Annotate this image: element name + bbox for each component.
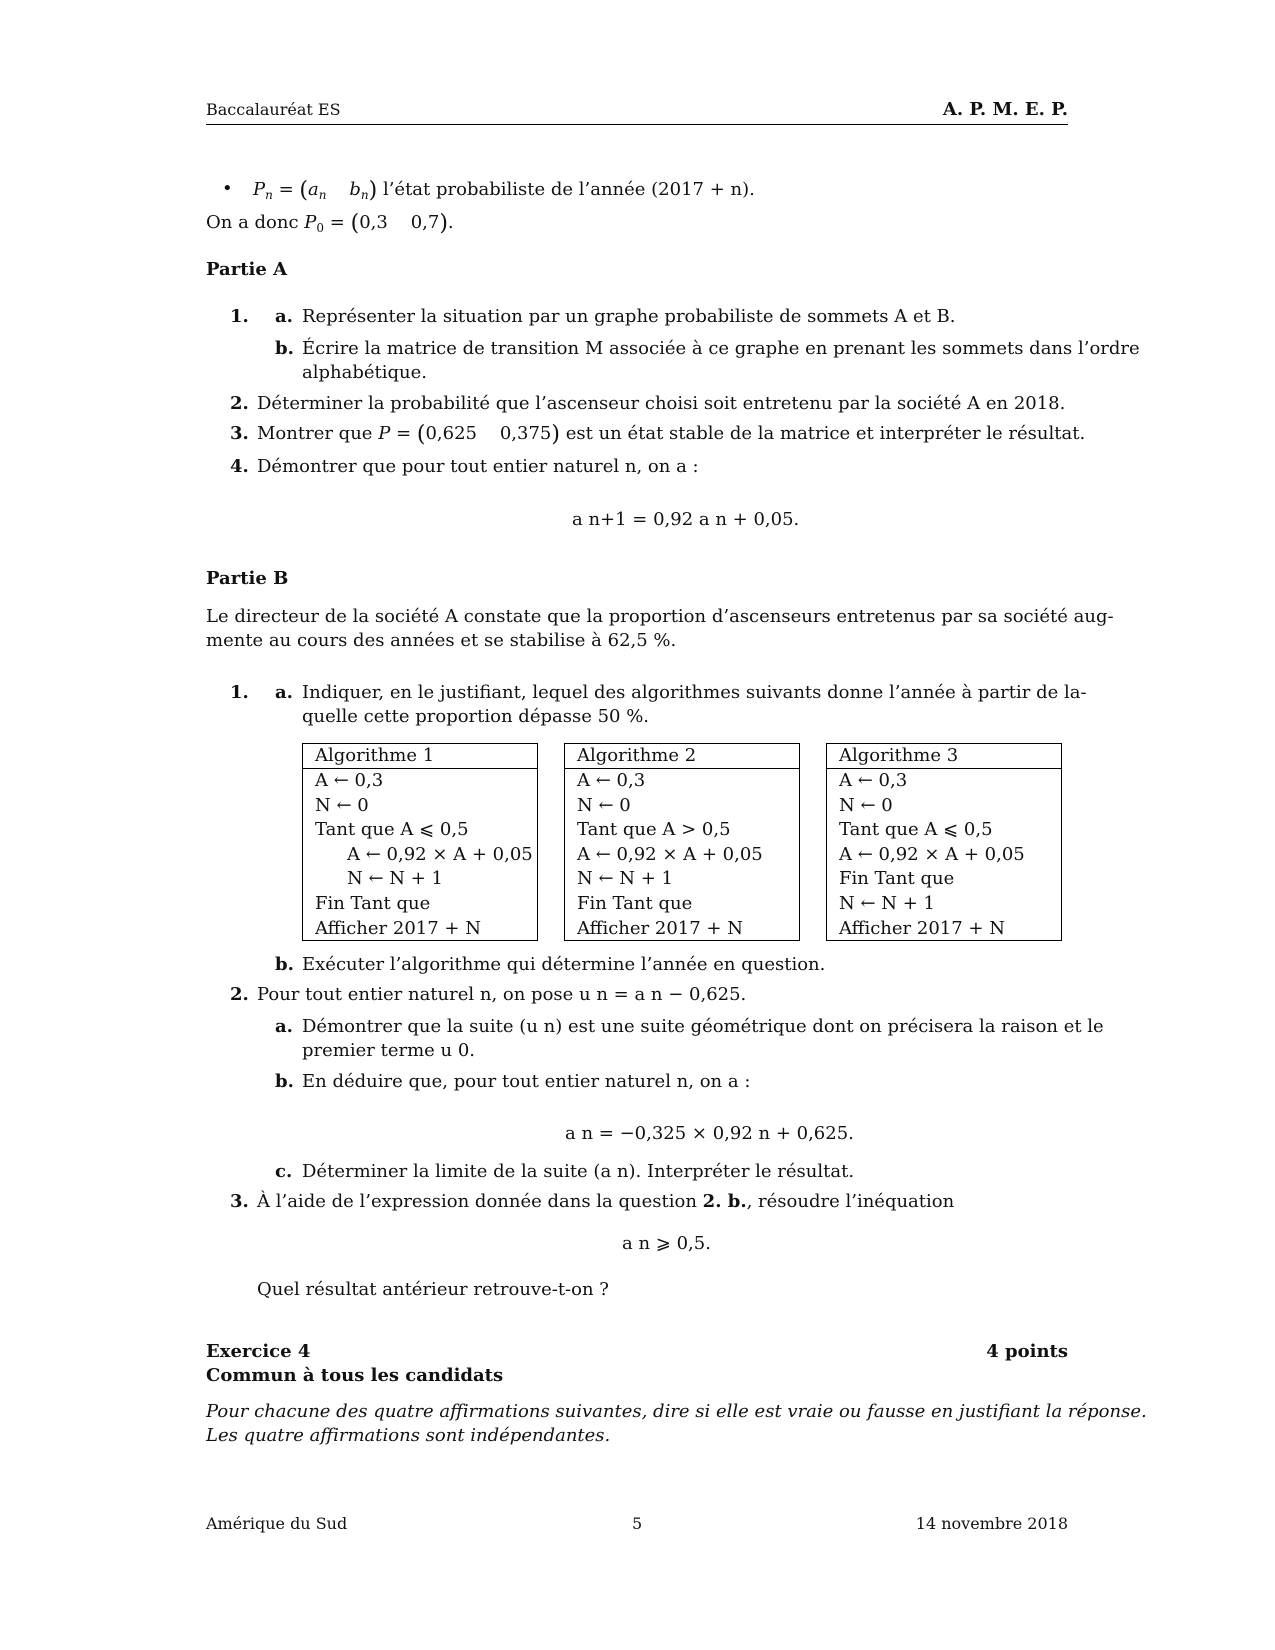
algorithm-2-line: Fin Tant que — [577, 892, 693, 914]
algorithm-3-line: N ← N + 1 — [839, 892, 936, 914]
header-left: Baccalauréat ES — [206, 100, 341, 119]
algorithm-1-line: Fin Tant que — [315, 892, 431, 914]
partA-q3-post: est un état stable de la matrice et interpréter le résultat. — [565, 423, 1086, 444]
algorithm-3-line: N ← 0 — [839, 794, 893, 816]
partB-q1b: Exécuter l’algorithme qui détermine l’année en question. — [302, 954, 826, 975]
partA-q3: Montrer que P = (0,625 0,375) est un état stable de la matrice et interpréter le résultat. — [257, 422, 1086, 447]
algorithm-1-line: N ← 0 — [315, 794, 369, 816]
partB-q3-post: , résoudre l’inéquation — [746, 1191, 955, 1212]
ex4-points: 4 points — [986, 1341, 1068, 1362]
algorithm-3-box — [826, 743, 1062, 941]
algorithm-2-line: A ← 0,92 × A + 0,05 — [577, 843, 763, 865]
p0-line: On a donc $P_0 = (0,3$ 0,7). — [206, 211, 454, 236]
algorithm-1-line: Tant que A ⩽ 0,5 — [315, 819, 469, 841]
partA-q1b-line1: Écrire la matrice de transition M associée à ce graphe en prenant les sommets dans l’ordre — [302, 338, 1140, 359]
algorithm-2-title: Algorithme 2 — [565, 744, 799, 769]
partB-q3-pre: À l’aide de l’expression donnée dans la question — [257, 1191, 697, 1212]
algorithm-2-line: N ← 0 — [577, 794, 631, 816]
ex4-line1: Pour chacune des quatre affirmations suivantes, dire si elle est vraie ou fausse en justifiant la réponse. — [206, 1401, 1147, 1422]
algorithm-1-line: A ← 0,92 × A + 0,05 — [347, 843, 533, 865]
partB-q2c-label: c. — [275, 1161, 293, 1182]
partB-q1a-line2: quelle cette proportion dépasse 50 %. — [302, 706, 650, 727]
partA-q2: Déterminer la probabilité que l’ascenseur choisi soit entretenu par la société A en 2018. — [257, 393, 1066, 414]
partA-q2-num: 2. — [230, 393, 249, 414]
partB-q2a-line1: Démontrer que la suite (u n) est une suite géométrique dont on précisera la raison et le — [302, 1016, 1104, 1037]
partB-q2a-line2: premier terme u 0. — [302, 1040, 476, 1061]
algorithm-1-box — [302, 743, 538, 941]
pn-definition: $P_n = (a_n$ $b_n$) l’état probabiliste de l’année (2017 + n). — [253, 178, 755, 203]
partA-formula: a n+1 = 0,92 a n + 0,05. — [572, 509, 800, 530]
algorithm-1-line: Afficher 2017 + N — [315, 917, 481, 939]
partA-q4: Démontrer que pour tout entier naturel n, on a : — [257, 456, 699, 477]
partA-q1a: Représenter la situation par un graphe probabiliste de sommets A et B. — [302, 306, 956, 327]
algorithm-1-title: Algorithme 1 — [303, 744, 537, 769]
algorithm-2-line: Tant que A > 0,5 — [577, 819, 731, 841]
ex4-title: Exercice 4 — [206, 1341, 311, 1362]
algorithm-1-line: A ← 0,3 — [315, 770, 384, 791]
intro-bullet: • — [222, 178, 233, 199]
ex4-line2: Les quatre affirmations sont indépendantes. — [206, 1425, 611, 1446]
algorithm-3-line: Fin Tant que — [839, 868, 955, 890]
algorithm-3-line: Tant que A ⩽ 0,5 — [839, 819, 993, 841]
algorithm-3-title: Algorithme 3 — [827, 744, 1061, 769]
pn-definition-text: l’état probabiliste de l’année (2017 + n). — [382, 179, 755, 200]
partA-title: Partie A — [206, 259, 288, 280]
partB-intro-line2: mente au cours des années et se stabilise à 62,5 %. — [206, 630, 677, 651]
footer-page-number: 5 — [632, 1514, 643, 1533]
partB-q1a-label: a. — [275, 682, 293, 703]
partA-q1-num: 1. — [230, 306, 249, 327]
partB-formula2: a n = −0,325 × 0,92 n + 0,625. — [565, 1123, 854, 1144]
partA-q1b-line2: alphabétique. — [302, 362, 427, 383]
partB-q2c: Déterminer la limite de la suite (a n). Interpréter le résultat. — [302, 1161, 855, 1182]
page-header — [206, 98, 1068, 125]
partB-title: Partie B — [206, 568, 289, 589]
footer-right: 14 novembre 2018 — [915, 1514, 1068, 1533]
partB-q2a-label: a. — [275, 1016, 293, 1037]
partA-q3-pre: Montrer que — [257, 423, 373, 444]
partB-q2b-label: b. — [275, 1071, 294, 1092]
partA-q1b-label: b. — [275, 338, 294, 359]
partB-q1b-label: b. — [275, 954, 294, 975]
algorithm-2-line: N ← N + 1 — [577, 868, 674, 890]
footer-left: Amérique du Sud — [206, 1514, 348, 1533]
ex4-subtitle: Commun à tous les candidats — [206, 1365, 504, 1386]
partB-q2b: En déduire que, pour tout entier naturel n, on a : — [302, 1071, 751, 1092]
algorithm-2-line: Afficher 2017 + N — [577, 917, 743, 939]
partB-intro-line1: Le directeur de la société A constate que la proportion d’ascenseurs entretenus par sa société aug- — [206, 606, 1114, 627]
partA-q3-num: 3. — [230, 423, 249, 444]
partB-q3-num: 3. — [230, 1191, 249, 1212]
header-right: A. P. M. E. P. — [942, 99, 1068, 120]
partB-q1-num: 1. — [230, 682, 249, 703]
algorithm-3-line: Afficher 2017 + N — [839, 917, 1005, 939]
partB-formula3: a n ⩾ 0,5. — [622, 1233, 711, 1254]
algorithm-2-line: A ← 0,3 — [577, 770, 646, 791]
partB-q1a-line1: Indiquer, en le justifiant, lequel des algorithmes suivants donne l’année à partir de la- — [302, 682, 1087, 703]
partB-q2-num: 2. — [230, 984, 249, 1005]
partB-q3-end: Quel résultat antérieur retrouve-t-on ? — [257, 1279, 609, 1300]
algorithm-3-line: A ← 0,92 × A + 0,05 — [839, 843, 1025, 865]
partA-q4-num: 4. — [230, 456, 249, 477]
partB-q3-ref: 2. b. — [702, 1191, 747, 1212]
algorithm-1-line: N ← N + 1 — [347, 868, 444, 890]
algorithm-2-box — [564, 743, 800, 941]
p0-text: On a donc — [206, 212, 299, 233]
algorithm-3-line: A ← 0,3 — [839, 770, 908, 791]
partB-q2: Pour tout entier naturel n, on pose u n = a n − 0,625. — [257, 984, 747, 1005]
partB-q3 — [257, 1190, 954, 1214]
partA-q1a-label: a. — [275, 306, 293, 327]
